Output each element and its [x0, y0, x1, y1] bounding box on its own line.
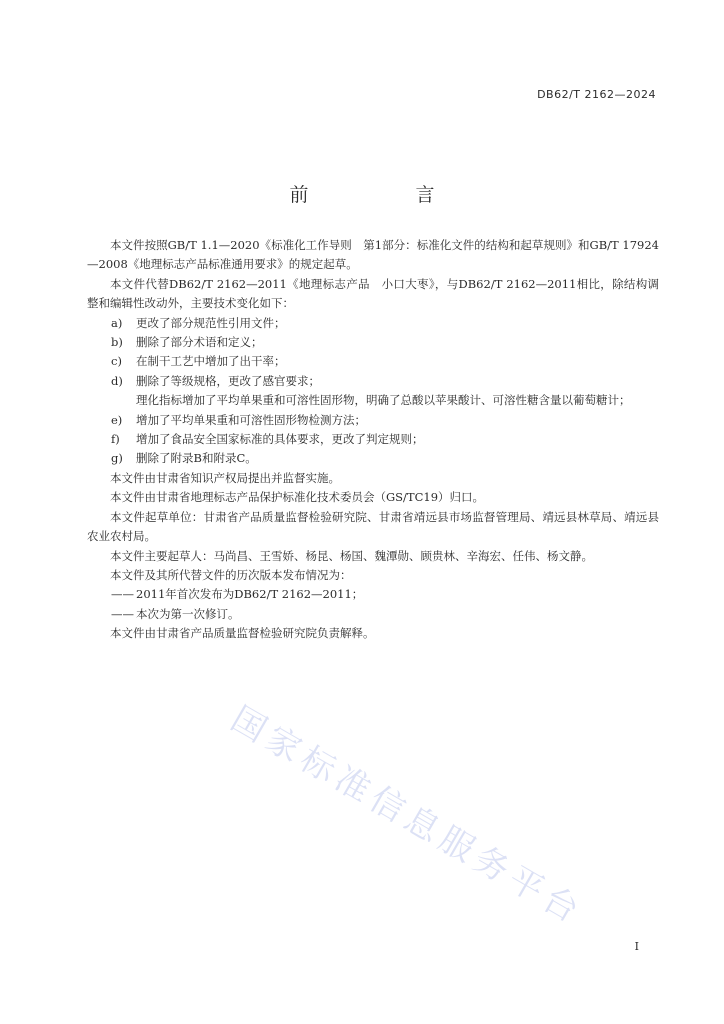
list-item [111, 449, 659, 468]
paragraph-history-intro: 本文件及其所代替文件的历次版本发布情况为： [110, 567, 352, 582]
list-item [111, 352, 659, 371]
watermark: 国家标准信息服务平台 [224, 698, 591, 934]
list-text: 增加了平均单果重和可溶性固形物检测方法； [136, 412, 366, 427]
list-text: 增加了食品安全国家标准的具体要求，更改了判定规则； [136, 432, 424, 447]
list-item [111, 314, 659, 333]
list-label: a) [111, 315, 123, 330]
list-text: 在制干工艺中增加了出干率； [136, 354, 286, 369]
list-label: d) [111, 373, 123, 388]
paragraph-interpretation: 本文件由甘肃省产品质量监督检验研究院负责解释。 [110, 626, 375, 641]
history-dash: —— [111, 606, 134, 621]
paragraph-basis: 本文件按照GB/T 1.1—2020《标准化工作导则 第1部分：标准化文件的结构和起草规则》和GB/T 17924—2008《地理标志产品标准通用要求》的规定起草。 [87, 238, 659, 272]
list-text: 删除了等级规格，更改了感官要求； [136, 373, 320, 388]
list-item [111, 333, 659, 352]
list-item-continuation: 理化指标增加了平均单果重和可溶性固形物，明确了总酸以苹果酸计、可溶性糖含量以葡萄糖计； [136, 393, 631, 408]
history-item [111, 585, 659, 604]
list-label: b) [111, 335, 123, 350]
list-text: 删除了附录B和附录C。 [136, 451, 257, 466]
paragraph-replacement: 本文件代替DB62/T 2162—2011《地理标志产品 小口大枣》，与DB62/T 2162—2011相比，除结构调整和编辑性改动外，主要技术变化如下： [87, 276, 659, 311]
history-text: 2011年首次发布为DB62/T 2162—2011； [136, 587, 364, 602]
history-text: 本次为第一次修订。 [136, 606, 240, 621]
list-item [111, 372, 659, 391]
list-text: 删除了部分术语和定义； [136, 335, 263, 350]
history-dash: —— [111, 587, 134, 602]
list-text: 更改了部分规范性引用文件； [136, 315, 286, 330]
document-body [87, 236, 659, 644]
paragraph-drafting-units: 本文件起草单位：甘肃省产品质量监督检验研究院、甘肃省靖远县市场监督管理局、靖远县林草局、靖远县农业农村局。 [87, 509, 659, 544]
history-item [111, 605, 659, 624]
list-item [111, 430, 659, 449]
list-item [111, 411, 659, 430]
paragraph-committee: 本文件由甘肃省地理标志产品保护标准化技术委员会（GS/TC19）归口。 [110, 490, 485, 505]
list-label: f) [111, 432, 120, 447]
list-label: g) [111, 451, 123, 466]
list-label: e) [111, 412, 123, 427]
paragraph-proposer: 本文件由甘肃省知识产权局提出并监督实施。 [110, 470, 340, 485]
list-label: c) [111, 354, 122, 369]
document-code: DB62/T 2162—2024 [537, 88, 656, 101]
paragraph-drafters: 本文件主要起草人：马尚昌、王雪娇、杨昆、杨国、魏潭勋、顾贵林、辛海宏、任伟、杨文静。 [110, 548, 593, 563]
page-number: I [634, 940, 639, 953]
page-title: 前 言 [289, 184, 479, 206]
